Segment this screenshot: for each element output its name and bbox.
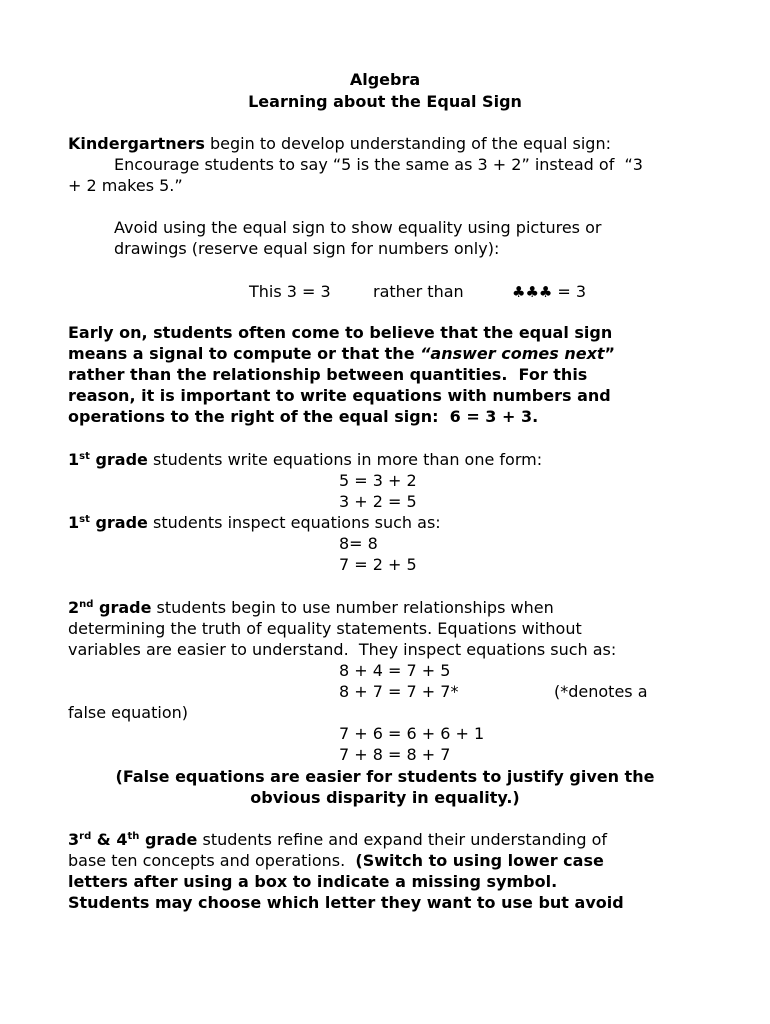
first-grade-sup-b: st [79, 514, 90, 525]
third-fourth-line4: Students may choose which letter they want to use but avoid [68, 893, 624, 912]
kindergarten-intro [68, 133, 611, 154]
first-grade-text-a: students write equations in more than one form: [147, 450, 543, 469]
second-grade-eq4: 7 + 8 = 8 + 7 [339, 745, 451, 764]
third-fourth-line2 [68, 850, 604, 871]
second-grade-label: grade [93, 598, 152, 617]
false-eq-line2: obvious disparity in equality.) [250, 788, 520, 807]
example-clubs-equals: = 3 [552, 282, 587, 301]
doc-subtitle: Learning about the Equal Sign [248, 92, 522, 111]
avoid-line1: Avoid using the equal sign to show equality using pictures or [114, 218, 602, 237]
third-fourth-label: grade [139, 830, 198, 849]
early-line5: operations to the right of the equal sign: 6 = 3 + 3. [68, 407, 539, 426]
first-grade-heading-b [68, 512, 441, 533]
example-clubs [512, 281, 586, 303]
early-line4: reason, it is important to write equations with numbers and [68, 386, 611, 405]
third-fourth-line3: letters after using a box to indicate a missing symbol. [68, 872, 558, 891]
third-fourth-line1: students refine and expand their understanding of [197, 830, 608, 849]
false-eq-line1: (False equations are easier for students to justify given the [115, 767, 655, 786]
kindergarten-line2: Encourage students to say “5 is the same as 3 + 2” instead of “3 [114, 155, 643, 174]
second-grade-line3: variables are easier to understand. They inspect equations such as: [68, 640, 617, 659]
example-rather-than: rather than [373, 282, 464, 301]
first-grade-num-a: 1 [68, 450, 80, 469]
second-grade-eq1: 8 + 4 = 7 + 5 [339, 661, 451, 680]
first-grade-eq-a2: 3 + 2 = 5 [339, 492, 417, 511]
fourth-num: 4 [116, 830, 128, 849]
early-line3: rather than the relationship between quantities. For this [68, 365, 588, 384]
first-grade-label-a: grade [89, 450, 148, 469]
second-grade-heading [68, 597, 554, 618]
example-this: This 3 = 3 [249, 282, 331, 301]
early-line2-post: ” [604, 344, 616, 363]
third-fourth-line2-pre: base ten concepts and operations. [68, 851, 356, 870]
first-grade-eq-a1: 5 = 3 + 2 [339, 471, 417, 490]
first-grade-eq-b2: 7 = 2 + 5 [339, 555, 417, 574]
second-grade-sup: nd [79, 599, 94, 610]
first-grade-sup-a: st [79, 451, 90, 462]
first-grade-num-b: 1 [68, 513, 80, 532]
fourth-sup: th [127, 831, 140, 842]
first-grade-text-b: students inspect equations such as: [147, 513, 441, 532]
third-num: 3 [68, 830, 80, 849]
clubs-icon: ♣♣♣ [512, 283, 553, 301]
first-grade-eq-b1: 8= 8 [339, 534, 378, 553]
second-grade-line2: determining the truth of equality statements. Equations without [68, 619, 582, 638]
second-grade-note2: false equation) [68, 703, 188, 722]
early-line2 [68, 343, 615, 364]
third-sup: rd [79, 831, 92, 842]
second-grade-num: 2 [68, 598, 80, 617]
second-grade-eq2: 8 + 7 = 7 + 7* [339, 682, 459, 701]
third-fourth-line2-bold: (Switch to using lower case [355, 851, 604, 870]
avoid-line2: drawings (reserve equal sign for numbers only): [114, 239, 500, 258]
second-grade-note: (*denotes a [554, 682, 648, 701]
early-line1: Early on, students often come to believe that the equal sign [68, 323, 613, 342]
third-fourth-heading [68, 829, 607, 850]
first-grade-label-b: grade [89, 513, 148, 532]
second-grade-eq3: 7 + 6 = 6 + 6 + 1 [339, 724, 485, 743]
early-line2-italic: “answer comes next [420, 344, 605, 363]
second-grade-line1: students begin to use number relationships when [151, 598, 554, 617]
kindergarten-line1: begin to develop understanding of the equal sign: [204, 134, 611, 153]
kindergarten-line3: + 2 makes 5.” [68, 176, 183, 195]
kindergarten-lead: Kindergartners [68, 134, 205, 153]
amp: & [91, 830, 117, 849]
first-grade-heading-a [68, 449, 542, 470]
doc-title: Algebra [349, 70, 421, 89]
early-line2-pre: means a signal to compute or that the [68, 344, 421, 363]
